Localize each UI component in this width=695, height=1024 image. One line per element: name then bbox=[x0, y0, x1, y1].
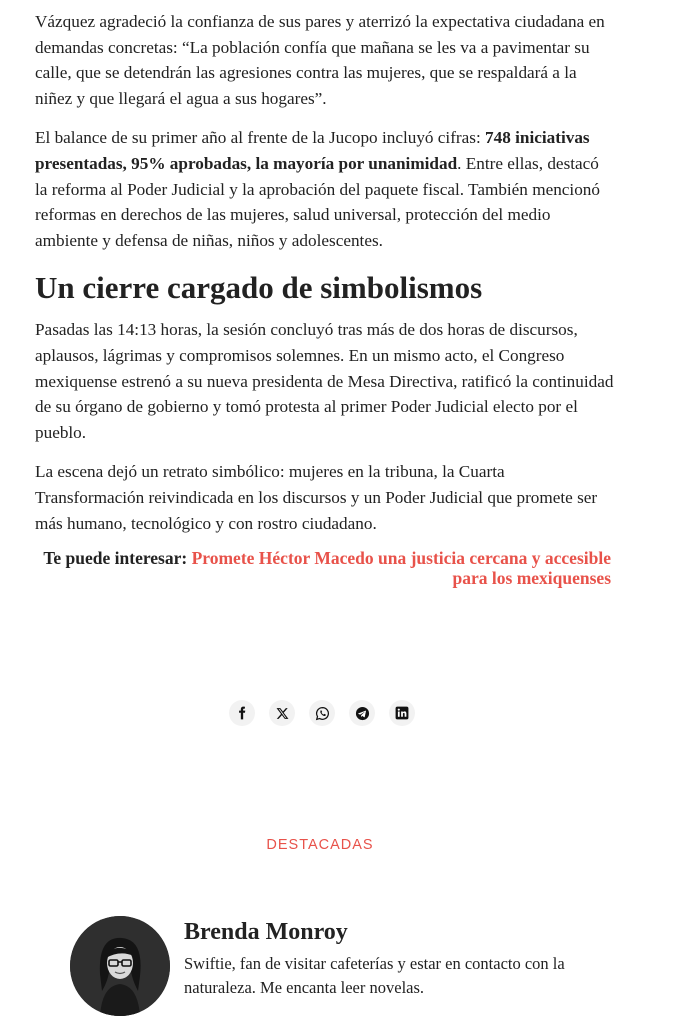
article-paragraph bbox=[35, 125, 615, 253]
article-paragraph: La escena dejó un retrato simbólico: mujeres en la tribuna, la Cuarta Transformación reivindicada en los discursos y un Poder Judicial que promete ser más humano, tecnológico y con rostro ciudadano. bbox=[35, 462, 598, 533]
related-article-link[interactable]: Promete Héctor Macedo una justicia cercana y accesible para los mexiquenses bbox=[191, 548, 611, 589]
linkedin-icon bbox=[395, 706, 409, 720]
section-heading: Un cierre cargado de simbolismos bbox=[35, 270, 483, 306]
author-portrait-icon bbox=[70, 916, 170, 1016]
author-name[interactable]: Brenda Monroy bbox=[184, 919, 348, 945]
telegram-icon bbox=[355, 706, 370, 721]
author-bio: Swiftie, fan de visitar cafeterías y estar en contacto con la naturaleza. Me encanta leer novelas. bbox=[184, 954, 565, 997]
author-avatar bbox=[70, 916, 170, 1016]
share-telegram-button[interactable] bbox=[349, 700, 375, 726]
featured-section-label: DESTACADAS bbox=[266, 837, 374, 853]
author-card bbox=[70, 916, 574, 1016]
related-label: Te puede interesar: bbox=[43, 548, 188, 569]
paragraph-text: . Entre ellas, destacó la reforma al Poder Judicial y la aprobación del paquete fiscal. También mencionó reformas en derechos de las mujeres, salud universal, protección del medio ambiente y defensa de niñas, niños y adolescentes. bbox=[35, 153, 600, 250]
related-article bbox=[35, 548, 611, 588]
whatsapp-icon bbox=[315, 706, 330, 721]
article-paragraph: Pasadas las 14:13 horas, la sesión concluyó tras más de dos horas de discursos, aplausos, lágrimas y compromisos solemnes. En un mismo acto, el Congreso mexiquense estrenó a su nueva presidenta de Mesa Directiva, ratificó la continuidad de su órgano de gobierno y tomó protesta al primer Poder Judicial electo por el pueblo. bbox=[35, 320, 614, 442]
share-whatsapp-button[interactable] bbox=[309, 700, 335, 726]
facebook-icon bbox=[235, 706, 249, 720]
share-linkedin-button[interactable] bbox=[389, 700, 415, 726]
article-paragraph: Vázquez agradeció la confianza de sus pares y aterrizó la expectativa ciudadana en demandas concretas: “La población confía que mañana se les va a pavimentar su calle, que se detendrán las agresiones contra las mujeres, que se respaldará a la niñez y que llegará el agua a sus hogares”. bbox=[35, 12, 605, 108]
article-body bbox=[35, 0, 615, 588]
highlighted-figures: 748 iniciativas presentadas, 95% aprobadas, la mayoría por unanimidad bbox=[35, 128, 590, 173]
share-facebook-button[interactable] bbox=[229, 700, 255, 726]
x-icon bbox=[276, 707, 289, 720]
paragraph-text: El balance de su primer año al frente de la Jucopo incluyó cifras: bbox=[35, 128, 486, 148]
share-x-button[interactable] bbox=[269, 700, 295, 726]
author-info bbox=[184, 916, 574, 1016]
share-bar bbox=[229, 700, 415, 726]
